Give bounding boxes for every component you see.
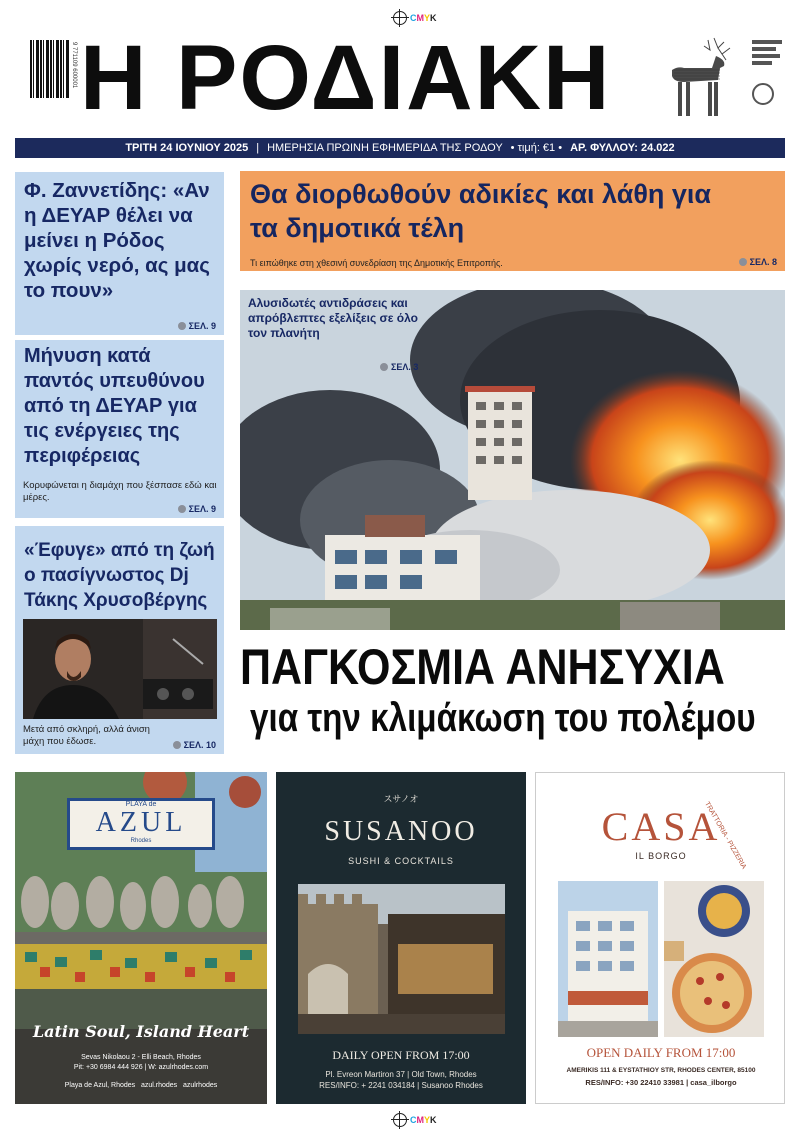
issue-number: ΑΡ. ΦΥΛΛΟΥ: 24.022 <box>570 142 675 154</box>
barcode-bars <box>30 40 70 98</box>
bullet-icon <box>178 322 186 330</box>
registration-mark-top <box>393 10 463 26</box>
barcode <box>30 40 76 110</box>
barcode-number: 9 771109 600001 <box>71 42 77 89</box>
susanoo-address: Pl. Evreon Martiron 37 | Old Town, Rhodes <box>325 1070 477 1079</box>
susanoo-hours: DAILY OPEN FROM 17:00 <box>332 1048 470 1062</box>
cmyk-label <box>410 1115 437 1125</box>
orange-story[interactable] <box>240 171 785 271</box>
susanoo-photo <box>298 884 505 1034</box>
main-headline: ΠΑΓΚΟΣΜΙΑ ΑΝΗΣΥΧΙΑ <box>240 639 725 695</box>
orange-story-page: ΣΕΛ. 8 <box>739 257 777 267</box>
black-letter: K <box>430 1115 437 1125</box>
left-story-3-headline: «Έφυγε» από τη ζωή ο πασίγνωστος Dj Τάκης Χρυσοβέργης <box>24 540 215 611</box>
main-subheadline: για την κλιμάκωση του πολέμου <box>250 696 756 740</box>
crosshair-icon <box>393 11 407 25</box>
main-story-page: ΣΕΛ. 3 <box>380 362 418 372</box>
registration-mark-bottom <box>393 1112 463 1128</box>
orange-story-headline: Θα διορθωθούν αδικίες και λάθη για τα δημοτικά τέλη <box>250 179 712 243</box>
yellow-letter: Y <box>424 1115 431 1125</box>
magenta-letter: M <box>416 13 424 23</box>
casa-building-photo <box>558 881 658 1037</box>
masthead-side-info <box>752 40 788 130</box>
casa-hours: OPEN DAILY FROM 17:00 <box>586 1045 736 1060</box>
susanoo-name: SUSANOO <box>324 816 478 847</box>
casa-arc-text: TRATTORIA - PIZZERIA <box>702 800 748 871</box>
susanoo-tagline: SUSHI & COCKTAILS <box>348 856 454 866</box>
issue-date: ΤΡΙΤΗ 24 ΙΟΥΝΙΟΥ 2025 <box>125 142 249 154</box>
casa-food-photo <box>664 881 764 1037</box>
ad-playa-de-azul[interactable] <box>15 772 267 1104</box>
orange-story-sub: Τι ειπώθηκε στη χθεσινή συνεδρίαση της Δημοτικής Επιτροπής. <box>250 258 503 268</box>
azul-phone: Pit: +30 6984 444 926 | W: azulrhodes.com <box>73 1064 209 1071</box>
azul-sign <box>67 798 215 850</box>
bullet-icon <box>739 258 747 266</box>
left-story-3-sub: Μετά από σκληρή, αλλά άνιση μάχη που έδωσε. <box>23 724 150 747</box>
casa-sub: IL BORGO <box>635 851 687 861</box>
bullet-icon <box>173 741 181 749</box>
left-story-3[interactable] <box>15 526 224 754</box>
seal-icon <box>752 83 774 105</box>
azul-social: Playa de Azul, Rhodes azul.rhodes azulrhodes <box>64 1082 218 1089</box>
date-bar <box>15 138 785 158</box>
deer-logo-icon <box>664 36 746 120</box>
yellow-letter: Y <box>424 13 431 23</box>
azul-slogan: Latin Soul, Island Heart <box>32 1022 250 1041</box>
azul-sign-main: AZUL <box>95 807 187 838</box>
cyan-letter: C <box>410 1115 417 1125</box>
left-story-1[interactable] <box>15 172 224 335</box>
azul-sign-top: PLAYA de <box>125 801 157 808</box>
masthead-title: Η ΡΟΔΙΑΚΗ <box>80 27 612 129</box>
price: • τιμή: €1 • <box>510 142 563 154</box>
photo-caption: Αλυσιδωτές αντιδράσεις και απρόβλεπτες εξελίξεις σε όλο τον πλανήτη <box>248 296 418 340</box>
ad-casa-il-borgo[interactable] <box>535 772 785 1104</box>
left-story-2-sub: Κορυφώνεται η διαμάχη που ξέσπασε εδώ και μέρες. <box>23 480 217 503</box>
left-story-3-page: ΣΕΛ. 10 <box>173 740 216 750</box>
casa-name: CASA <box>601 804 721 849</box>
left-story-2-headline: Μήνυση κατά παντός υπευθύνου από τη ΔΕΥΑΡ για τις ενέργειες της περιφέρειας <box>24 345 205 467</box>
susanoo-res: RES/INFO: + 2241 034184 | Susanoo Rhodes <box>319 1081 483 1090</box>
cmyk-label <box>410 13 437 23</box>
azul-sign-bottom: Rhodes <box>130 838 152 844</box>
bullet-icon <box>178 505 186 513</box>
casa-address: AMERIKIS 111 & EYSTATHIOY STR, RHODES CENTER, 85100 <box>566 1067 756 1074</box>
crosshair-icon <box>393 1113 407 1127</box>
left-story-1-page: ΣΕΛ. 9 <box>178 321 216 331</box>
tagline: ΗΜΕΡΗΣΙΑ ΠΡΩΙΝΗ ΕΦΗΜΕΡΙΔΑ ΤΗΣ ΡΟΔΟΥ <box>267 142 503 154</box>
magenta-letter: M <box>416 1115 424 1125</box>
cyan-letter: C <box>410 13 417 23</box>
left-story-1-headline: Φ. Ζαννετίδης: «Αν η ΔΕΥΑΡ θέλει να μείνει η Ρόδος χωρίς νερό, ας μας το πουν» <box>24 179 210 302</box>
left-story-2-page: ΣΕΛ. 9 <box>178 504 216 514</box>
left-story-2[interactable] <box>15 340 224 518</box>
explosion-photo <box>240 290 785 630</box>
ad-susanoo[interactable] <box>276 772 526 1104</box>
bullet-icon <box>380 363 388 371</box>
dj-photo <box>23 619 217 719</box>
main-story-photo[interactable] <box>240 290 785 630</box>
azul-address: Sevas Nikolaou 2 - Elli Beach, Rhodes <box>81 1054 201 1061</box>
black-letter: K <box>430 13 437 23</box>
casa-res: RES/INFO: +30 22410 33981 | casa_ilborgo <box>585 1078 737 1087</box>
separator: | <box>256 142 260 154</box>
susanoo-jp-text: スサノオ <box>383 794 419 804</box>
